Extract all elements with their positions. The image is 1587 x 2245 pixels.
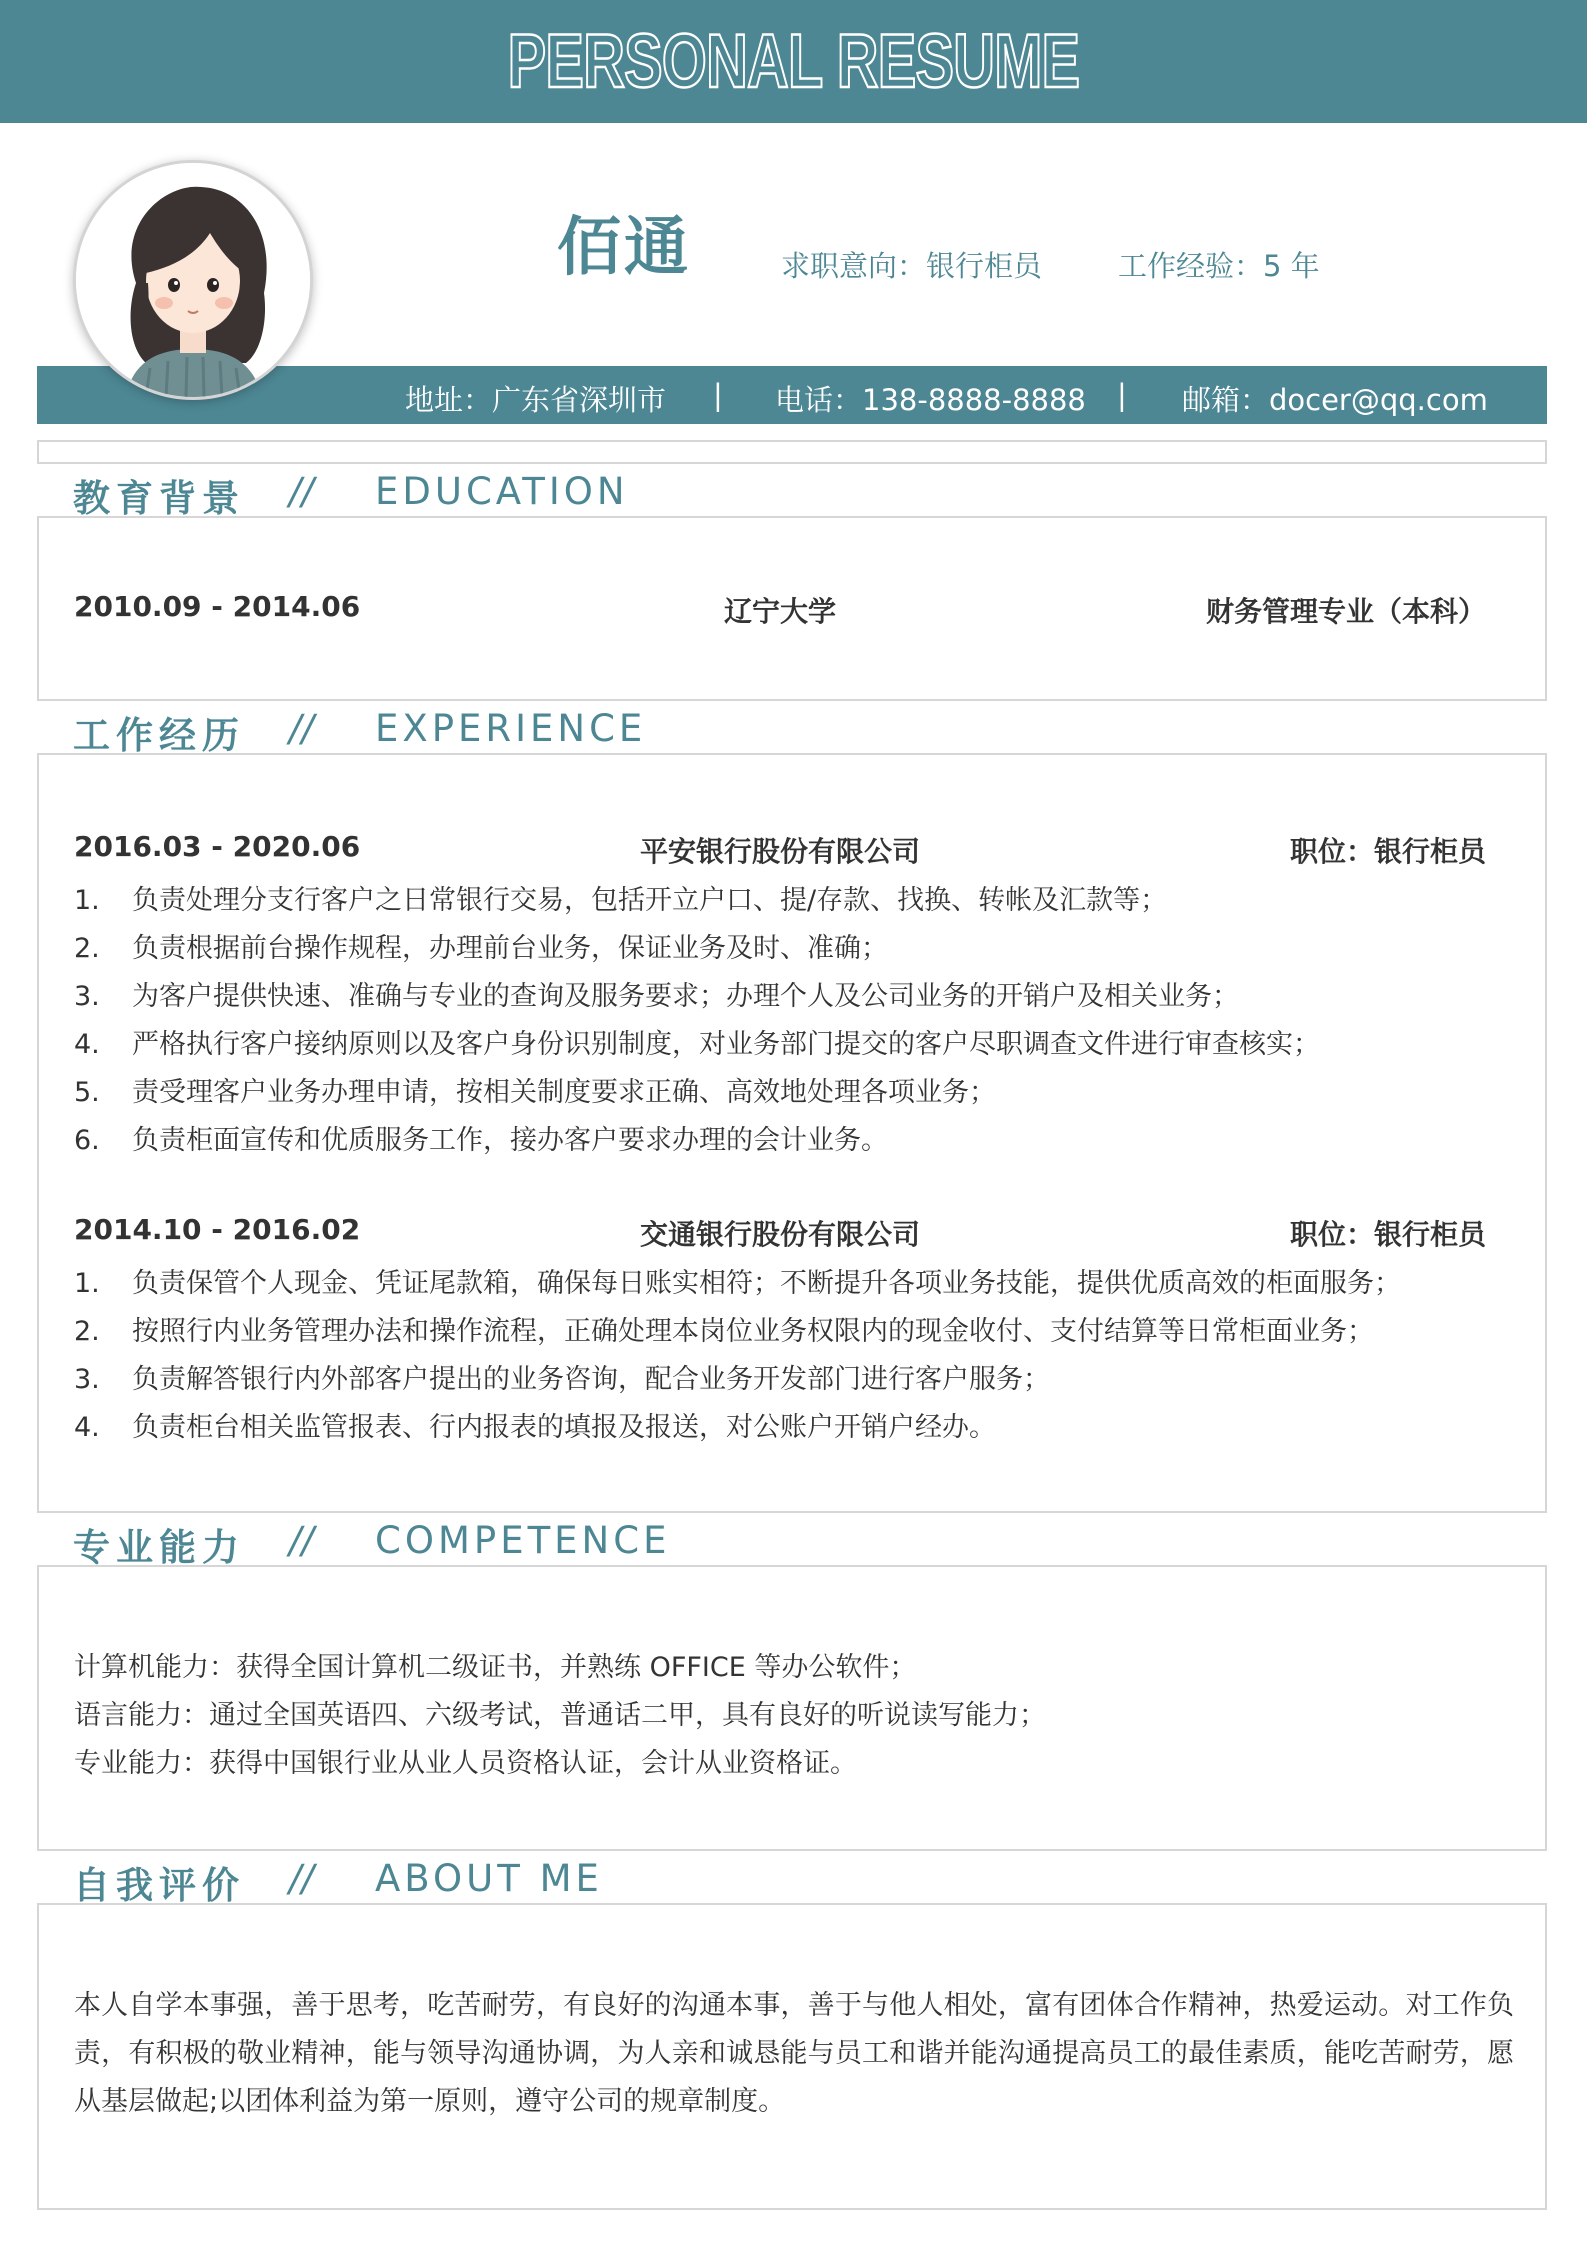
competence-item: 语言能力：通过全国英语四、六级考试，普通话二甲，具有良好的听说读写能力； (74, 1700, 1046, 1731)
contact-separator: | (1117, 378, 1127, 412)
competence-item: 计算机能力：获得全国计算机二级证书，并熟练 OFFICE 等办公软件； (74, 1652, 917, 1683)
duty-text: 负责解答银行内外部客户提出的业务咨询，配合业务开发部门进行客户服务； (132, 1364, 1050, 1395)
section-title-en: COMPETENCE (375, 1519, 671, 1562)
education-period: 2010.09 - 2014.06 (74, 590, 361, 623)
duty-item (74, 1405, 996, 1444)
duty-number: 1. (74, 885, 100, 916)
duty-number: 3. (74, 981, 100, 1012)
duty-text: 为客户提供快速、准确与专业的查询及服务要求；办理个人及公司业务的开销户及相关业务； (132, 981, 1239, 1012)
contact-separator: | (713, 378, 723, 412)
section-header-competence (37, 1511, 1547, 1567)
job-position: 职位：银行柜员 (1289, 835, 1486, 868)
duty-item (74, 974, 1239, 1013)
duty-number: 6. (74, 1125, 100, 1156)
avatar-illustration (76, 163, 310, 397)
candidate-name: 佰通 (557, 211, 691, 285)
competence-item: 专业能力：获得中国银行业从业人员资格认证，会计从业资格证。 (74, 1748, 857, 1779)
duty-number: 2. (74, 933, 100, 964)
duty-number: 5. (74, 1077, 100, 1108)
duty-item (74, 1118, 888, 1157)
work-experience-years: 工作经验：5 年 (1118, 249, 1320, 283)
duty-item (74, 1070, 996, 1109)
job-row (74, 1213, 1486, 1253)
duty-number: 1. (74, 1268, 100, 1299)
section-title-en: ABOUT ME (375, 1857, 603, 1900)
duty-number: 4. (74, 1412, 100, 1443)
job-company: 交通银行股份有限公司 (639, 1218, 920, 1251)
section-title-en: EDUCATION (375, 470, 629, 513)
contact-phone: 电话：138-8888-8888 (775, 383, 1086, 417)
duty-item (74, 1261, 1401, 1300)
duty-text: 负责柜台相关监管报表、行内报表的填报及报送，对公账户开销户经办。 (132, 1412, 996, 1443)
job-position: 职位：银行柜员 (1289, 1218, 1486, 1251)
section-title-cn: 教育背景 (73, 477, 245, 520)
section-divider: // (289, 470, 314, 513)
section-divider: // (289, 1519, 314, 1562)
job-row (74, 830, 1486, 870)
duty-number: 2. (74, 1316, 100, 1347)
duty-text: 负责保管个人现金、凭证尾款箱，确保每日账实相符；不断提升各项业务技能，提供优质高效的柜面服务； (132, 1268, 1401, 1299)
contact-email: 邮箱：docer@qq.com (1182, 383, 1488, 417)
job-period: 2014.10 - 2016.02 (74, 1213, 361, 1246)
section-header-about (37, 1849, 1547, 1905)
duty-text: 负责根据前台操作规程，办理前台业务，保证业务及时、准确； (132, 933, 888, 964)
duty-item (74, 926, 888, 965)
title-banner (0, 0, 1587, 123)
duty-item (74, 1357, 1050, 1396)
contact-address: 地址：广东省深圳市 (405, 383, 667, 417)
section-title-cn: 工作经历 (73, 714, 245, 757)
section-divider: // (289, 1857, 314, 1900)
resume-title: PERSONAL RESUME (507, 19, 1080, 104)
job-intent: 求职意向：银行柜员 (781, 249, 1043, 283)
job-period: 2016.03 - 2020.06 (74, 830, 361, 863)
section-title-cn: 专业能力 (73, 1526, 245, 1569)
education-school: 辽宁大学 (723, 595, 836, 628)
duty-number: 4. (74, 1029, 100, 1060)
duty-text: 责受理客户业务办理申请，按相关制度要求正确、高效地处理各项业务； (132, 1077, 996, 1108)
section-title-en: EXPERIENCE (375, 707, 647, 750)
duty-item (74, 1309, 1374, 1348)
section-header-education (37, 462, 1547, 518)
education-row (74, 590, 1486, 630)
duty-text: 负责处理分支行客户之日常银行交易，包括开立户口、提/存款、找换、转帐及汇款等； (132, 885, 1168, 916)
avatar (73, 160, 313, 400)
education-major: 财务管理专业（本科） (1205, 595, 1486, 628)
about-me-text: 本人自学本事强，善于思考，吃苦耐劳，有良好的沟通本事，善于与他人相处，富有团体合作精神，热爱运动。对工作负责，有积极的敬业精神，能与领导沟通协调，为人亲和诚恳能与员工和谐并能沟通提高员工的最佳素质，能吃苦耐劳，愿从基层做起;以团体利益为第一原则，遵守公司的规章制度。 (74, 1990, 1514, 2117)
duty-item (74, 878, 1167, 917)
duty-text: 负责柜面宣传和优质服务工作，接办客户要求办理的会计业务。 (132, 1125, 888, 1156)
section-title-cn: 自我评价 (73, 1864, 245, 1907)
section-divider: // (289, 707, 314, 750)
duty-number: 3. (74, 1364, 100, 1395)
section-header-experience (37, 699, 1547, 755)
job-company: 平安银行股份有限公司 (639, 835, 920, 868)
duty-text: 严格执行客户接纳原则以及客户身份识别制度，对业务部门提交的客户尽职调查文件进行审查核实； (132, 1029, 1320, 1060)
duty-text: 按照行内业务管理办法和操作流程，正确处理本岗位业务权限内的现金收付、支付结算等日常柜面业务； (132, 1316, 1374, 1347)
duty-item (74, 1022, 1320, 1061)
